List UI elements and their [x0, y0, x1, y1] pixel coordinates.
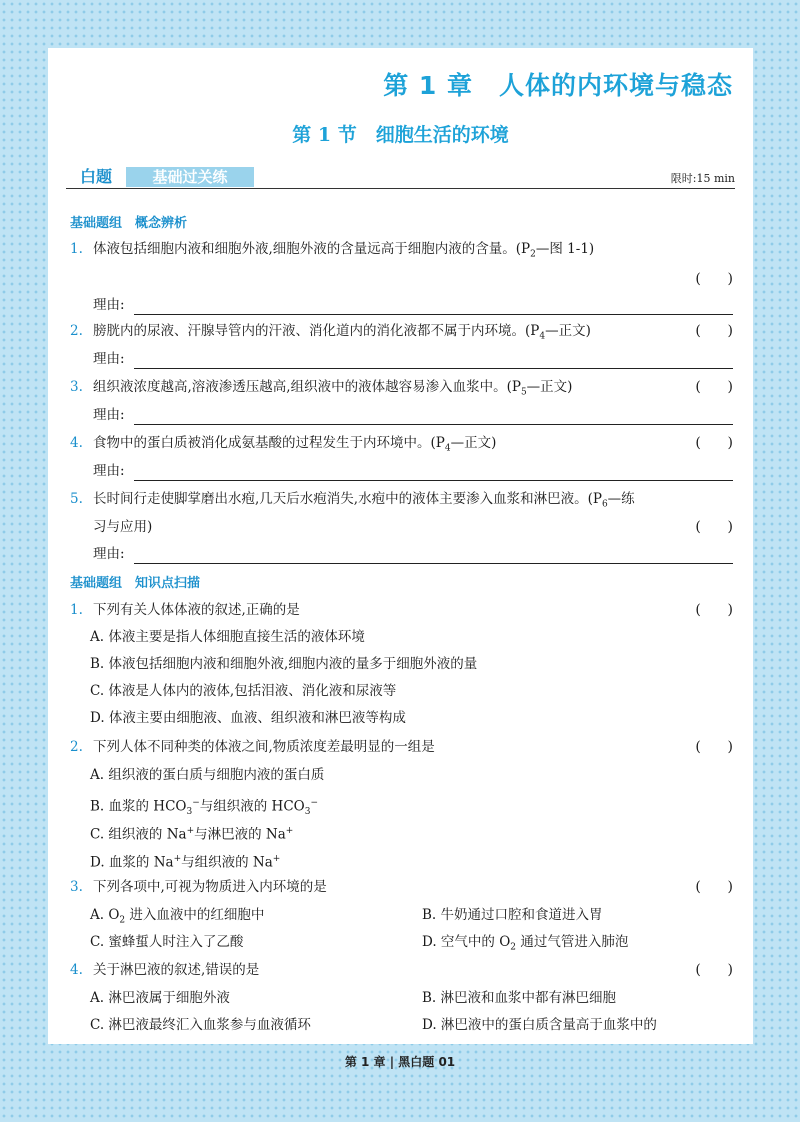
- option[interactable]: D. 淋巴液中的蛋白质含量高于血浆中的: [422, 1017, 657, 1033]
- reason-label: 理由:: [93, 351, 125, 367]
- g1-item-text: 膀胱内的尿液、汗腺导管内的汗液、消化道内的消化液都不属于内环境。($P_4—$正文): [93, 323, 591, 342]
- option[interactable]: C. 体液是人体内的液体,包括泪液、消化液和尿液等: [90, 683, 397, 699]
- option[interactable]: A. $O_2$ 进入血液中的红细胞中: [90, 907, 265, 926]
- question-stem: 下列各项中,可视为物质进入内环境的是: [93, 879, 327, 895]
- g1-item-num: 1.: [70, 241, 83, 257]
- page-sheet: [48, 48, 753, 1044]
- option[interactable]: C. 淋巴液最终汇入血浆参与血液循环: [90, 1017, 311, 1033]
- option[interactable]: D. 体液主要由细胞液、血液、组织液和淋巴液等构成: [90, 710, 406, 726]
- question-stem: 下列人体不同种类的体液之间,物质浓度差最明显的一组是: [93, 739, 435, 755]
- option[interactable]: D. 血浆的 Na+与组织液的 Na+: [90, 854, 281, 871]
- g1-item-text: 组织液浓度越高,溶液渗透压越高,组织液中的液体越容易渗入血浆中。($P_5—$正文): [93, 379, 573, 398]
- chapter-title: 第 1 章 人体的内环境与稳态: [383, 71, 733, 100]
- reason-line[interactable]: [134, 368, 733, 369]
- reason-line[interactable]: [134, 424, 733, 425]
- section-title: 第 1 节 细胞生活的环境: [292, 124, 509, 146]
- question-stem: 下列有关人体体液的叙述,正确的是: [93, 602, 300, 618]
- group2-title: 基础题组 知识点扫描: [70, 576, 201, 591]
- answer-blank[interactable]: ( ): [695, 435, 733, 451]
- tag-sub: 基础过关练: [126, 167, 254, 187]
- g1-item-text-cont: 习与应用): [93, 519, 153, 535]
- answer-blank[interactable]: ( ): [695, 323, 733, 339]
- g1-item-text: 食物中的蛋白质被消化成氨基酸的过程发生于内环境中。($P_4—$正文): [93, 435, 497, 454]
- option[interactable]: B. 血浆的 $HCO_3^-$与组织液的 $HCO_3^-$: [90, 798, 318, 818]
- answer-blank[interactable]: ( ): [695, 379, 733, 395]
- reason-label: 理由:: [93, 407, 125, 423]
- answer-blank[interactable]: ( ): [695, 519, 733, 535]
- answer-blank[interactable]: ( ): [695, 602, 733, 618]
- g1-item-text: 体液包括细胞内液和细胞外液,细胞外液的含量远高于细胞内液的含量。($P_2—$图 1-1): [93, 241, 595, 260]
- option[interactable]: A. 组织液的蛋白质与细胞内液的蛋白质: [90, 767, 325, 783]
- g1-item-num: 4.: [70, 435, 83, 451]
- reason-label: 理由:: [93, 546, 125, 562]
- group1-title: 基础题组 概念辨析: [70, 216, 188, 231]
- option[interactable]: C. 蜜蜂蜇人时注入了乙酸: [90, 934, 244, 950]
- question-stem: 关于淋巴液的叙述,错误的是: [93, 962, 260, 978]
- question-num: 2.: [70, 739, 83, 755]
- answer-blank[interactable]: ( ): [695, 962, 733, 978]
- g1-item-text: 长时间行走使脚掌磨出水疱,几天后水疱消失,水疱中的液体主要渗入血浆和淋巴液。($P_6—$练: [93, 491, 635, 510]
- answer-blank[interactable]: ( ): [695, 271, 733, 287]
- practice-header: [66, 166, 735, 189]
- option[interactable]: D. 空气中的 $O_2$ 通过气管进入肺泡: [422, 934, 629, 953]
- option[interactable]: C. 组织液的 Na+与淋巴液的 Na+: [90, 826, 294, 843]
- reason-label: 理由:: [93, 297, 125, 313]
- question-num: 3.: [70, 879, 83, 895]
- answer-blank[interactable]: ( ): [695, 739, 733, 755]
- g1-item-num: 5.: [70, 491, 83, 507]
- g1-item-num: 2.: [70, 323, 83, 339]
- page-footer: 第 1 章 | 黑白题 01: [344, 1055, 456, 1069]
- option[interactable]: B. 体液包括细胞内液和细胞外液,细胞内液的量多于细胞外液的量: [90, 656, 478, 672]
- option[interactable]: B. 牛奶通过口腔和食道进入胃: [422, 907, 603, 923]
- reason-line[interactable]: [134, 480, 733, 481]
- question-num: 1.: [70, 602, 83, 618]
- reason-line[interactable]: [134, 563, 733, 564]
- option[interactable]: B. 淋巴液和血浆中都有淋巴细胞: [422, 990, 617, 1006]
- tag-main: 白题: [79, 167, 112, 186]
- time-limit: 限时:15 min: [670, 172, 735, 185]
- option[interactable]: A. 体液主要是指人体细胞直接生活的液体环境: [90, 629, 365, 645]
- question-num: 4.: [70, 962, 83, 978]
- reason-label: 理由:: [93, 463, 125, 479]
- answer-blank[interactable]: ( ): [695, 879, 733, 895]
- option[interactable]: A. 淋巴液属于细胞外液: [90, 990, 230, 1006]
- g1-item-num: 3.: [70, 379, 83, 395]
- reason-line[interactable]: [134, 314, 733, 315]
